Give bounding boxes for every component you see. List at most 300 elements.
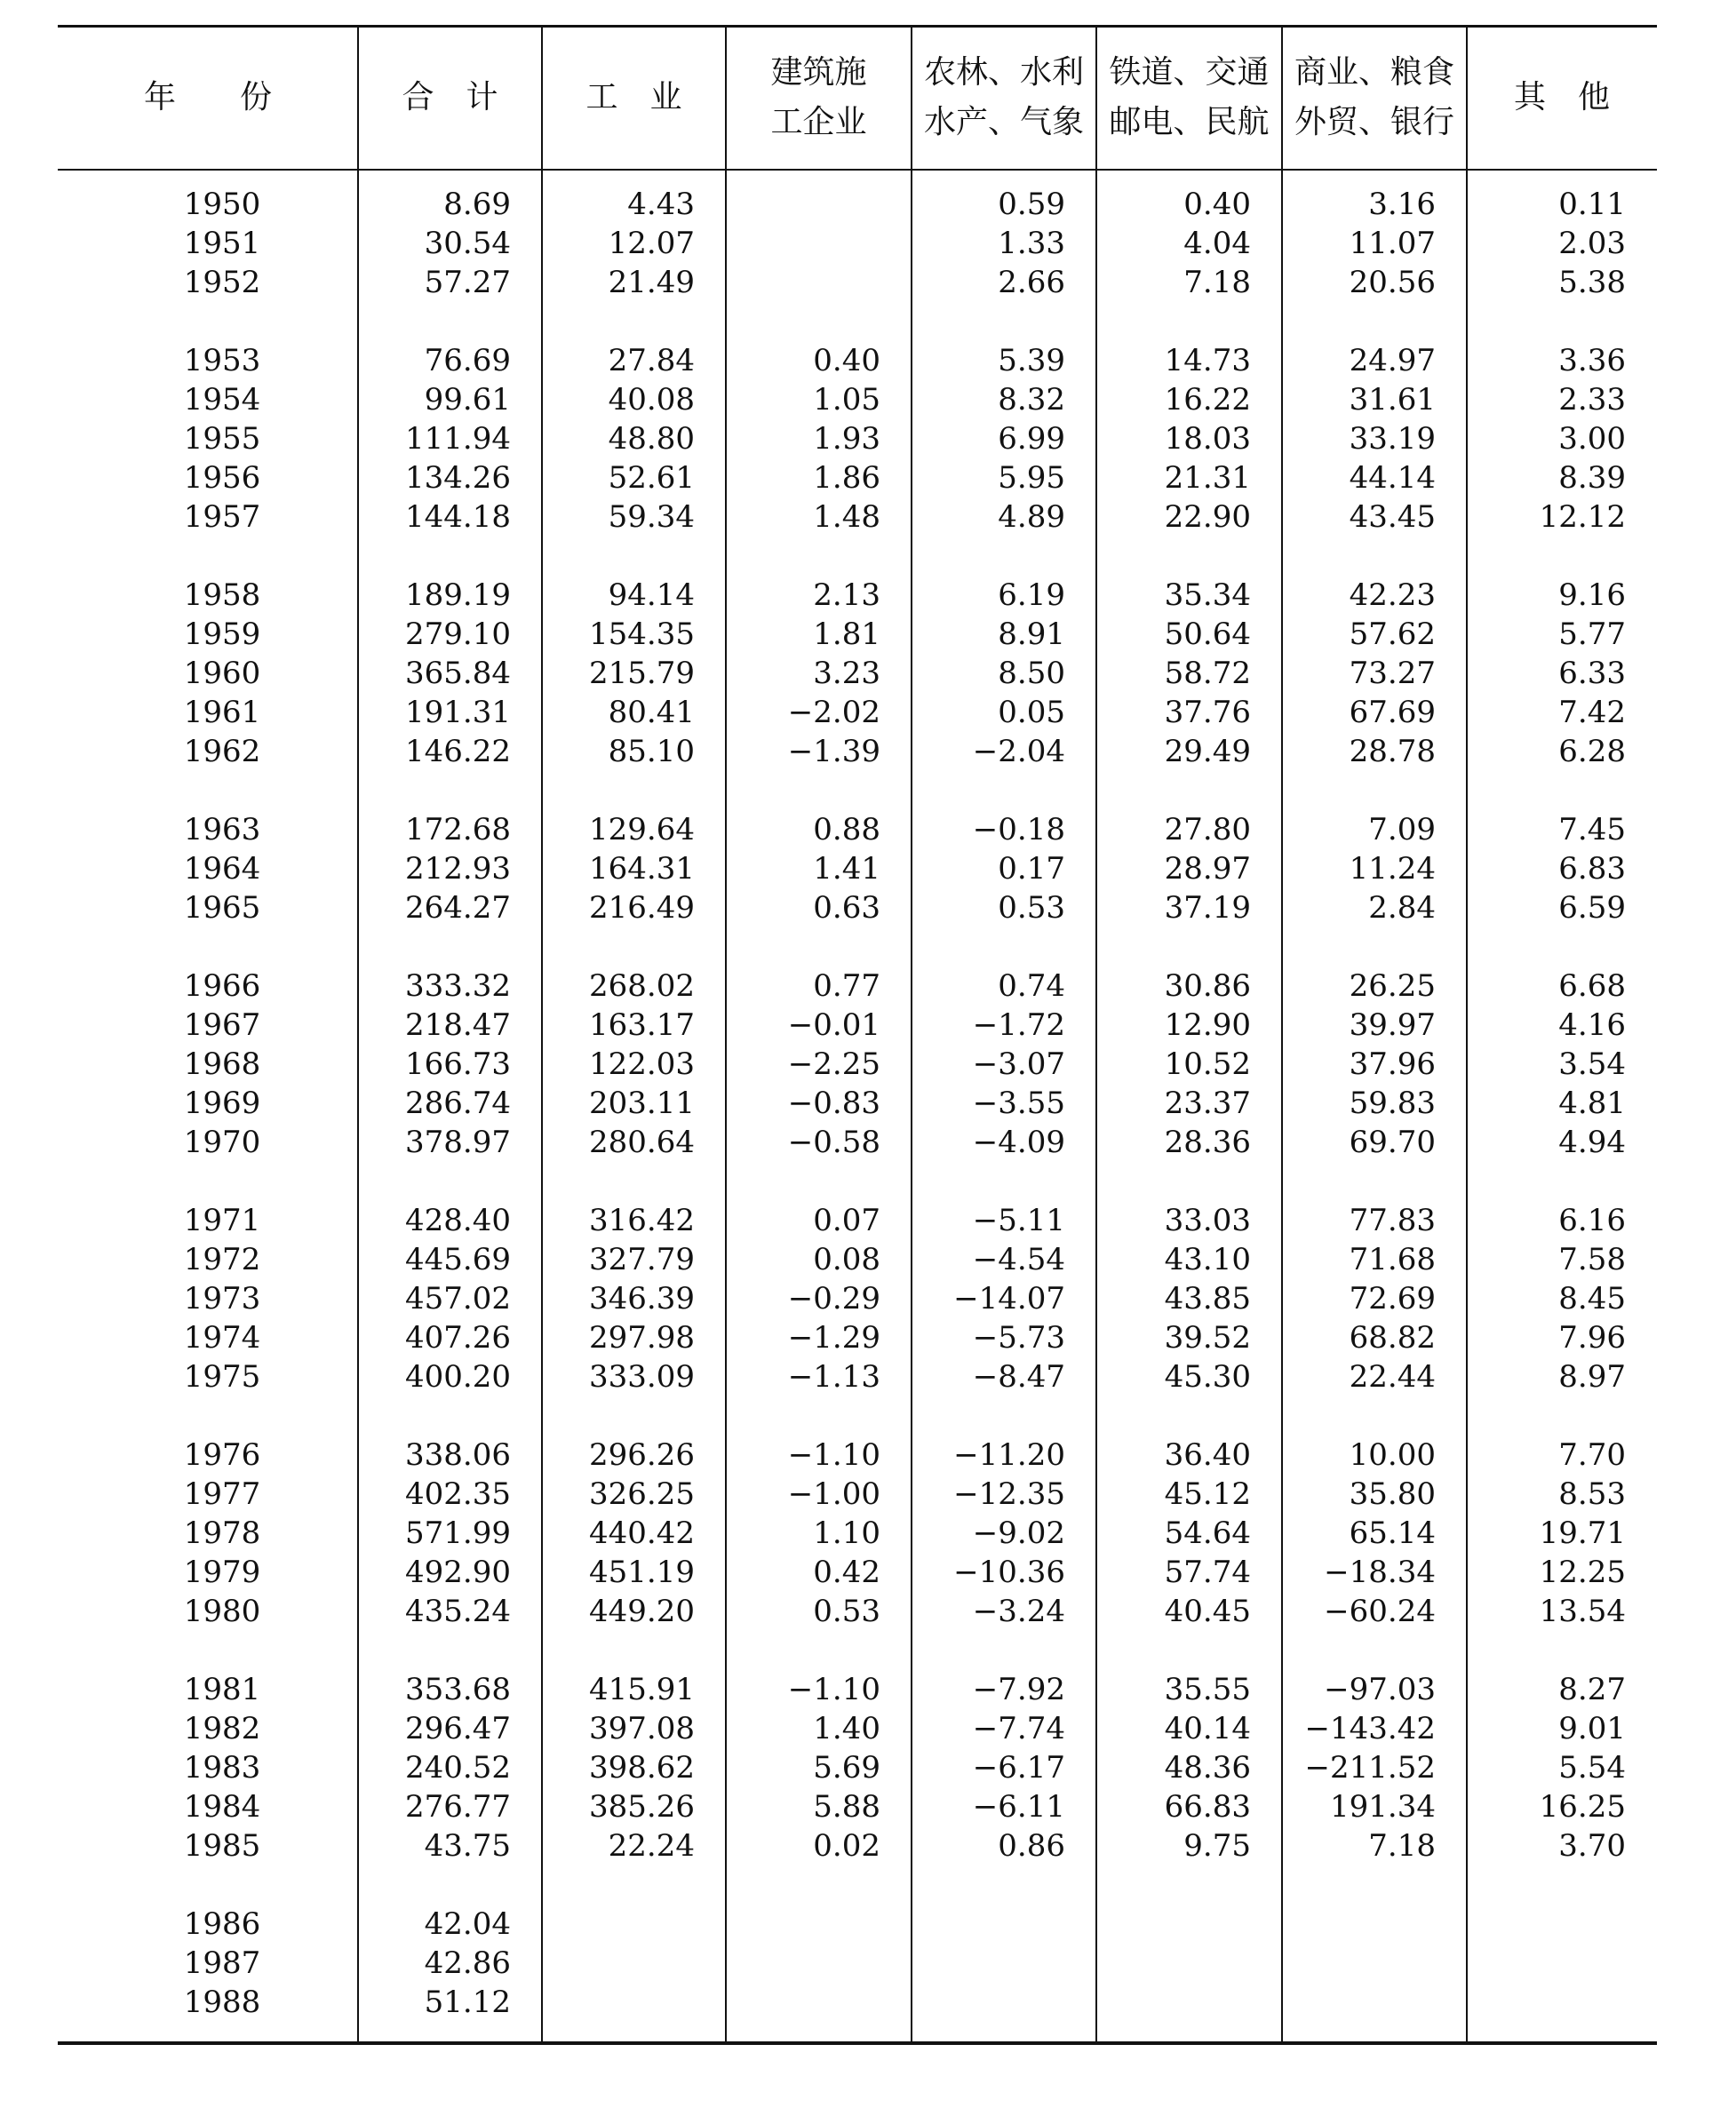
value-cell-agriculture: −8.47 (972, 1359, 1065, 1395)
value-cell-industry: 85.10 (608, 734, 695, 769)
table-row (58, 1709, 1657, 1748)
year-cell: 1983 (183, 1750, 261, 1786)
value-cell-transport: 45.12 (1164, 1476, 1251, 1512)
value-cell-industry: 268.02 (589, 968, 695, 1004)
value-cell-industry: 80.41 (608, 695, 695, 730)
value-cell-commerce: 33.19 (1349, 421, 1436, 457)
header-total-line: 合 计 (402, 79, 498, 115)
value-cell-construction: 0.63 (813, 890, 880, 926)
value-cell-total: 428.40 (405, 1203, 511, 1238)
value-cell-industry: 326.25 (589, 1476, 695, 1512)
value-cell-construction: 1.93 (813, 421, 880, 457)
header-rule (58, 169, 1657, 171)
value-cell-industry: 27.84 (608, 343, 695, 378)
value-cell-transport: 18.03 (1164, 421, 1251, 457)
value-cell-total: 8.69 (443, 187, 511, 222)
value-cell-agriculture: −3.55 (972, 1086, 1065, 1121)
table-row (58, 1084, 1657, 1123)
value-cell-industry (542, 1905, 695, 1944)
value-cell-construction: −1.10 (787, 1672, 880, 1707)
year-cell: 1988 (183, 1985, 261, 2020)
value-cell-other: 12.12 (1539, 499, 1626, 535)
value-cell-transport: 12.90 (1164, 1007, 1251, 1043)
value-cell-commerce: 11.24 (1349, 851, 1436, 887)
value-cell-agriculture: 0.53 (998, 890, 1065, 926)
year-cell: 1976 (183, 1437, 261, 1473)
table-row (58, 1240, 1657, 1279)
value-cell-commerce: 24.97 (1349, 343, 1436, 378)
value-cell-construction: −2.02 (787, 695, 880, 730)
value-cell-construction (726, 185, 880, 224)
value-cell-agriculture: −10.36 (953, 1555, 1065, 1590)
value-cell-agriculture: −12.35 (953, 1476, 1065, 1512)
value-cell-construction: 5.69 (813, 1750, 880, 1786)
table-row (58, 966, 1657, 1006)
value-cell-commerce (1282, 1944, 1436, 1983)
value-cell-other: 8.45 (1558, 1281, 1626, 1317)
value-cell-transport: 40.45 (1164, 1594, 1251, 1629)
table-row (58, 224, 1657, 263)
table-row (58, 1787, 1657, 1826)
value-cell-agriculture: −4.09 (972, 1125, 1065, 1160)
value-cell-transport: 36.40 (1164, 1437, 1251, 1473)
value-cell-total: 407.26 (405, 1320, 511, 1356)
year-cell: 1985 (183, 1828, 261, 1864)
value-cell-total: 189.19 (405, 577, 511, 613)
value-cell-industry: 215.79 (589, 656, 695, 691)
value-cell-transport: 35.34 (1164, 577, 1251, 613)
value-cell-agriculture: 2.66 (998, 265, 1065, 300)
header-commerce-line: 外贸、银行 (1294, 104, 1454, 140)
value-cell-construction: 3.23 (813, 656, 880, 691)
value-cell-agriculture: 8.91 (998, 616, 1065, 652)
value-cell-agriculture (912, 1905, 1065, 1944)
table-row (58, 693, 1657, 732)
value-cell-agriculture: −1.72 (972, 1007, 1065, 1043)
table-row (58, 576, 1657, 615)
value-cell-total: 402.35 (405, 1476, 511, 1512)
value-cell-commerce: 11.07 (1349, 226, 1436, 261)
value-cell-other: 4.16 (1558, 1007, 1626, 1043)
year-cell: 1966 (183, 968, 261, 1004)
value-cell-agriculture: 0.05 (998, 695, 1065, 730)
value-cell-commerce: 7.09 (1368, 812, 1436, 847)
header-construction (726, 27, 912, 169)
value-cell-agriculture: −9.02 (972, 1515, 1065, 1551)
value-cell-construction: −0.83 (787, 1086, 880, 1121)
value-cell-industry: 449.20 (589, 1594, 695, 1629)
value-cell-total: 240.52 (405, 1750, 511, 1786)
year-cell: 1951 (183, 226, 261, 261)
value-cell-commerce: −18.34 (1324, 1555, 1436, 1590)
value-cell-commerce: 26.25 (1349, 968, 1436, 1004)
table-row (58, 732, 1657, 771)
table-row (58, 1436, 1657, 1475)
value-cell-commerce: 59.83 (1349, 1086, 1436, 1121)
value-cell-transport: 14.73 (1164, 343, 1251, 378)
value-cell-industry: 440.42 (589, 1515, 695, 1551)
value-cell-commerce: 77.83 (1349, 1203, 1436, 1238)
value-cell-other: 16.25 (1539, 1789, 1626, 1825)
value-cell-agriculture: −6.17 (972, 1750, 1065, 1786)
value-cell-commerce: 20.56 (1349, 265, 1436, 300)
value-cell-total: 338.06 (405, 1437, 511, 1473)
value-cell-total: 264.27 (405, 890, 511, 926)
table-row (58, 1592, 1657, 1631)
header-agriculture-line: 农林、水利 (923, 54, 1084, 91)
value-cell-other: 7.42 (1558, 695, 1626, 730)
value-cell-industry: 398.62 (589, 1750, 695, 1786)
value-cell-commerce: 67.69 (1349, 695, 1436, 730)
value-cell-industry: 346.39 (589, 1281, 695, 1317)
value-cell-industry: 59.34 (608, 499, 695, 535)
value-cell-commerce: 191.34 (1330, 1789, 1436, 1825)
value-cell-transport: 21.31 (1164, 460, 1251, 496)
year-cell: 1965 (183, 890, 261, 926)
value-cell-industry: 216.49 (589, 890, 695, 926)
value-cell-commerce: 42.23 (1349, 577, 1436, 613)
value-cell-industry: 129.64 (589, 812, 695, 847)
value-cell-total: 400.20 (405, 1359, 511, 1395)
value-cell-transport: 9.75 (1183, 1828, 1251, 1864)
value-cell-agriculture: 0.17 (998, 851, 1065, 887)
header-other (1467, 27, 1657, 169)
value-cell-agriculture: −2.04 (972, 734, 1065, 769)
value-cell-agriculture: −7.74 (972, 1711, 1065, 1746)
year-cell: 1972 (183, 1242, 261, 1277)
value-cell-agriculture: 4.89 (998, 499, 1065, 535)
value-cell-construction: 1.86 (813, 460, 880, 496)
value-cell-total: 111.94 (405, 421, 511, 457)
table-row (58, 458, 1657, 497)
value-cell-total: 57.27 (424, 265, 511, 300)
header-construction-line: 工企业 (770, 104, 867, 140)
value-cell-construction: −0.01 (787, 1007, 880, 1043)
value-cell-industry: 154.35 (589, 616, 695, 652)
value-cell-other: 8.53 (1558, 1476, 1626, 1512)
value-cell-other: 3.36 (1558, 343, 1626, 378)
value-cell-construction: 1.41 (813, 851, 880, 887)
value-cell-commerce: 7.18 (1368, 1828, 1436, 1864)
value-cell-industry: 163.17 (589, 1007, 695, 1043)
value-cell-transport: 40.14 (1164, 1711, 1251, 1746)
value-cell-total: 279.10 (405, 616, 511, 652)
value-cell-transport (1096, 1944, 1251, 1983)
value-cell-industry: 22.24 (608, 1828, 695, 1864)
year-cell: 1960 (183, 656, 261, 691)
year-cell: 1978 (183, 1515, 261, 1551)
value-cell-transport: 30.86 (1164, 968, 1251, 1004)
value-cell-agriculture: −11.20 (953, 1437, 1065, 1473)
year-cell: 1969 (183, 1086, 261, 1121)
table-bottom-rule (58, 2041, 1657, 2045)
value-cell-other: 6.33 (1558, 656, 1626, 691)
year-cell: 1970 (183, 1125, 261, 1160)
value-cell-construction: 2.13 (813, 577, 880, 613)
column-divider (357, 25, 359, 2041)
year-cell: 1974 (183, 1320, 261, 1356)
table-row (58, 654, 1657, 693)
value-cell-agriculture: −5.11 (972, 1203, 1065, 1238)
value-cell-commerce: −143.42 (1304, 1711, 1436, 1746)
header-industry (542, 27, 726, 169)
value-cell-total: 51.12 (424, 1985, 511, 2020)
value-cell-industry (542, 1944, 695, 1983)
value-cell-total: 378.97 (405, 1125, 511, 1160)
year-cell: 1968 (183, 1046, 261, 1082)
value-cell-transport: 16.22 (1164, 382, 1251, 418)
value-cell-agriculture: 6.99 (998, 421, 1065, 457)
column-divider (541, 25, 543, 2041)
value-cell-agriculture: 8.50 (998, 656, 1065, 691)
value-cell-construction: −1.13 (787, 1359, 880, 1395)
value-cell-transport: 35.55 (1164, 1672, 1251, 1707)
value-cell-construction: 0.77 (813, 968, 880, 1004)
value-cell-transport: 37.76 (1164, 695, 1251, 730)
year-cell: 1956 (183, 460, 261, 496)
table-row (58, 1983, 1657, 2022)
value-cell-construction (726, 1944, 880, 1983)
value-cell-industry: 52.61 (608, 460, 695, 496)
value-cell-commerce: −97.03 (1324, 1672, 1436, 1707)
table-row (58, 1748, 1657, 1787)
value-cell-industry: 280.64 (589, 1125, 695, 1160)
year-cell: 1958 (183, 577, 261, 613)
value-cell-construction (726, 224, 880, 263)
value-cell-total: 99.61 (424, 382, 511, 418)
value-cell-total: 43.75 (424, 1828, 511, 1864)
value-cell-agriculture: −6.11 (972, 1789, 1065, 1825)
value-cell-commerce: 39.97 (1349, 1007, 1436, 1043)
year-cell: 1984 (183, 1789, 261, 1825)
value-cell-transport: 27.80 (1164, 812, 1251, 847)
table-row (58, 1201, 1657, 1240)
table-row (58, 1826, 1657, 1865)
value-cell-construction: 0.02 (813, 1828, 880, 1864)
year-cell: 1957 (183, 499, 261, 535)
value-cell-commerce: 69.70 (1349, 1125, 1436, 1160)
value-cell-transport (1096, 1983, 1251, 2022)
table-row (58, 1318, 1657, 1357)
value-cell-construction: 0.88 (813, 812, 880, 847)
value-cell-agriculture: 0.59 (998, 187, 1065, 222)
value-cell-industry: 12.07 (608, 226, 695, 261)
year-cell: 1962 (183, 734, 261, 769)
value-cell-total: 296.47 (405, 1711, 511, 1746)
value-cell-construction: 1.81 (813, 616, 880, 652)
year-cell: 1973 (183, 1281, 261, 1317)
value-cell-other: 2.33 (1558, 382, 1626, 418)
year-cell: 1955 (183, 421, 261, 457)
table-row (58, 341, 1657, 380)
value-cell-commerce: 68.82 (1349, 1320, 1436, 1356)
year-cell: 1954 (183, 382, 261, 418)
year-cell: 1977 (183, 1476, 261, 1512)
value-cell-agriculture: 0.74 (998, 968, 1065, 1004)
value-cell-total: 30.54 (424, 226, 511, 261)
value-cell-commerce: 72.69 (1349, 1281, 1436, 1317)
year-cell: 1967 (183, 1007, 261, 1043)
value-cell-construction: 1.48 (813, 499, 880, 535)
value-cell-construction: 1.05 (813, 382, 880, 418)
value-cell-construction: −1.39 (787, 734, 880, 769)
header-agriculture-line: 水产、气象 (923, 104, 1084, 140)
value-cell-transport: 29.49 (1164, 734, 1251, 769)
value-cell-transport: 50.64 (1164, 616, 1251, 652)
value-cell-commerce: 71.68 (1349, 1242, 1436, 1277)
value-cell-industry: 40.08 (608, 382, 695, 418)
value-cell-other (1467, 1944, 1626, 1983)
value-cell-commerce: −211.52 (1304, 1750, 1436, 1786)
data-table (58, 0, 1657, 2108)
value-cell-industry: 94.14 (608, 577, 695, 613)
value-cell-transport: 57.74 (1164, 1555, 1251, 1590)
value-cell-construction: 1.10 (813, 1515, 880, 1551)
value-cell-industry: 415.91 (589, 1672, 695, 1707)
value-cell-construction: 0.53 (813, 1594, 880, 1629)
value-cell-transport: 28.36 (1164, 1125, 1251, 1160)
value-cell-transport: 45.30 (1164, 1359, 1251, 1395)
value-cell-total: 166.73 (405, 1046, 511, 1082)
header-total (358, 27, 542, 169)
value-cell-construction: −1.10 (787, 1437, 880, 1473)
value-cell-construction: 0.40 (813, 343, 880, 378)
value-cell-commerce (1282, 1983, 1436, 2022)
year-cell: 1953 (183, 343, 261, 378)
value-cell-commerce (1282, 1905, 1436, 1944)
value-cell-other: 6.16 (1558, 1203, 1626, 1238)
value-cell-transport: 28.97 (1164, 851, 1251, 887)
table-row (58, 1357, 1657, 1396)
value-cell-total: 218.47 (405, 1007, 511, 1043)
table-row (58, 263, 1657, 302)
value-cell-agriculture: 5.39 (998, 343, 1065, 378)
value-cell-other: 13.54 (1539, 1594, 1626, 1629)
value-cell-transport: 58.72 (1164, 656, 1251, 691)
value-cell-construction (726, 1983, 880, 2022)
value-cell-other: 0.11 (1558, 187, 1626, 222)
table-row (58, 1905, 1657, 1944)
value-cell-agriculture: −4.54 (972, 1242, 1065, 1277)
value-cell-commerce: −60.24 (1324, 1594, 1436, 1629)
header-agriculture (912, 27, 1096, 169)
value-cell-industry: 203.11 (589, 1086, 695, 1121)
value-cell-other: 7.58 (1558, 1242, 1626, 1277)
value-cell-transport: 22.90 (1164, 499, 1251, 535)
year-cell: 1952 (183, 265, 261, 300)
year-cell: 1963 (183, 812, 261, 847)
table-row (58, 810, 1657, 849)
table-row (58, 1475, 1657, 1514)
value-cell-total: 191.31 (405, 695, 511, 730)
value-cell-construction: −1.29 (787, 1320, 880, 1356)
value-cell-transport (1096, 1905, 1251, 1944)
table-row (58, 380, 1657, 419)
value-cell-commerce: 10.00 (1349, 1437, 1436, 1473)
value-cell-construction: 0.07 (813, 1203, 880, 1238)
table-row (58, 1006, 1657, 1045)
year-cell: 1986 (183, 1906, 261, 1942)
value-cell-agriculture: 5.95 (998, 460, 1065, 496)
value-cell-construction: 0.08 (813, 1242, 880, 1277)
value-cell-other: 5.54 (1558, 1750, 1626, 1786)
header-commerce-line: 商业、粮食 (1294, 54, 1454, 91)
value-cell-other: 8.27 (1558, 1672, 1626, 1707)
value-cell-agriculture: 6.19 (998, 577, 1065, 613)
value-cell-transport: 66.83 (1164, 1789, 1251, 1825)
value-cell-industry: 48.80 (608, 421, 695, 457)
value-cell-construction: 1.40 (813, 1711, 880, 1746)
value-cell-construction: −1.00 (787, 1476, 880, 1512)
table-row (58, 1944, 1657, 1983)
value-cell-other (1467, 1983, 1626, 2022)
table-row (58, 1514, 1657, 1553)
column-divider (725, 25, 727, 2041)
value-cell-construction: −0.58 (787, 1125, 880, 1160)
value-cell-agriculture: 8.32 (998, 382, 1065, 418)
value-cell-transport: 37.19 (1164, 890, 1251, 926)
value-cell-transport: 39.52 (1164, 1320, 1251, 1356)
table-row (58, 849, 1657, 888)
value-cell-construction: 0.42 (813, 1555, 880, 1590)
value-cell-total: 571.99 (405, 1515, 511, 1551)
value-cell-other: 8.97 (1558, 1359, 1626, 1395)
table-row (58, 1670, 1657, 1709)
table-row (58, 497, 1657, 537)
value-cell-other: 4.81 (1558, 1086, 1626, 1121)
value-cell-construction (726, 263, 880, 302)
value-cell-agriculture: −7.92 (972, 1672, 1065, 1707)
value-cell-total: 144.18 (405, 499, 511, 535)
value-cell-total: 172.68 (405, 812, 511, 847)
year-cell: 1971 (183, 1203, 261, 1238)
value-cell-total: 353.68 (405, 1672, 511, 1707)
value-cell-transport: 10.52 (1164, 1046, 1251, 1082)
column-divider (1095, 25, 1097, 2041)
header-transport-line: 铁道、交通 (1109, 54, 1270, 91)
value-cell-other: 7.70 (1558, 1437, 1626, 1473)
value-cell-total: 134.26 (405, 460, 511, 496)
value-cell-other (1467, 1905, 1626, 1944)
value-cell-other: 3.70 (1558, 1828, 1626, 1864)
value-cell-other: 7.96 (1558, 1320, 1626, 1356)
value-cell-construction (726, 1905, 880, 1944)
value-cell-industry (542, 1983, 695, 2022)
value-cell-agriculture: −5.73 (972, 1320, 1065, 1356)
value-cell-total: 42.04 (424, 1906, 511, 1942)
header-transport (1096, 27, 1282, 169)
value-cell-other: 6.68 (1558, 968, 1626, 1004)
header-year-line: 年 份 (143, 79, 272, 115)
value-cell-total: 286.74 (405, 1086, 511, 1121)
value-cell-industry: 21.49 (608, 265, 695, 300)
value-cell-construction: 5.88 (813, 1789, 880, 1825)
year-cell: 1987 (183, 1945, 261, 1981)
value-cell-commerce: 65.14 (1349, 1515, 1436, 1551)
year-cell: 1961 (183, 695, 261, 730)
value-cell-total: 212.93 (405, 851, 511, 887)
value-cell-total: 146.22 (405, 734, 511, 769)
value-cell-total: 276.77 (405, 1789, 511, 1825)
value-cell-total: 492.90 (405, 1555, 511, 1590)
value-cell-other: 2.03 (1558, 226, 1626, 261)
value-cell-total: 457.02 (405, 1281, 511, 1317)
table-row (58, 1279, 1657, 1318)
value-cell-other: 8.39 (1558, 460, 1626, 496)
value-cell-transport: 43.10 (1164, 1242, 1251, 1277)
value-cell-agriculture (912, 1944, 1065, 1983)
value-cell-transport: 54.64 (1164, 1515, 1251, 1551)
